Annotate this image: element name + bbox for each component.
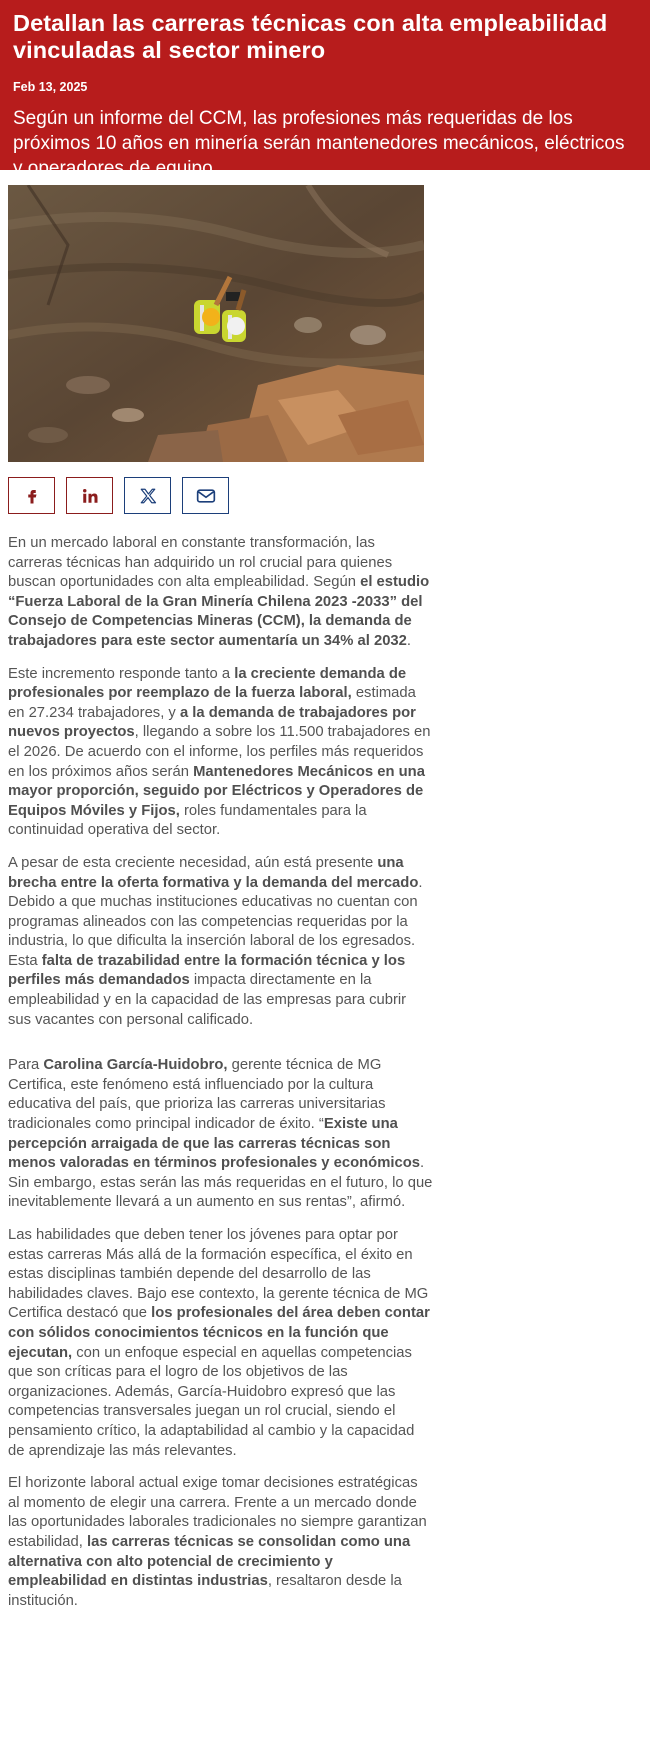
text-run: . Sin embargo, estas serán las más requeridas en el futuro, lo que inevitablemente llevará a un aumento en sus rentas”, afirmó. xyxy=(8,1155,433,1211)
article-subtitle: Según un informe del CCM, las profesiones más requeridas de los próximos 10 años en minería serán mantenedores mecánicos, eléctricos y operadores de equipo. xyxy=(13,108,625,179)
article-paragraph xyxy=(8,1226,433,1461)
bold-text: los profesionales del área deben contar con sólidos conocimientos técnicos en la función que ejecutan, xyxy=(8,1305,430,1361)
article-paragraph xyxy=(8,665,433,841)
x-icon xyxy=(139,487,157,505)
bold-text: una brecha entre la oferta formativa y la demanda del mercado xyxy=(8,854,419,891)
share-bar xyxy=(8,477,433,514)
text-run: con un enfoque especial en aquellas competencias que son críticas para el logro de los objetivos de las organizaciones. Además, García-Huidobro expresó que las competencias transversales juegan un rol crucial, siendo el pensamiento crítico, la adaptabilidad al cambio y la capacidad de aprendizaje las más relevantes. xyxy=(8,1344,415,1459)
text-run: . xyxy=(406,632,412,649)
text-run: Este incremento responde tanto a xyxy=(8,665,235,682)
share-email-button[interactable] xyxy=(182,477,229,514)
bold-text: las carreras técnicas se consolidan como una alternativa con alto potencial de crecimiento y empleabilidad en distintas industrias xyxy=(8,1533,411,1590)
publish-date: Feb 13, 2025 xyxy=(13,80,88,94)
article-content xyxy=(8,185,433,1611)
text-run: , resaltaron desde la institución. xyxy=(8,1573,402,1609)
share-x-button[interactable] xyxy=(124,477,171,514)
bold-text: Mantenedores Mecánicos en una mayor proporción, seguido por Eléctricos y Operadores de Equipos Móviles y Fijos, xyxy=(8,763,425,819)
text-run: impacta directamente en la empleabilidad y en la capacidad de las empresas para cubrir sus vacantes con personal calificado. xyxy=(8,972,407,1028)
text-run: estimada en 27.234 trabajadores, y xyxy=(8,685,416,721)
bold-text: a la demanda de trabajadores por nuevos proyectos xyxy=(8,704,416,741)
article-body xyxy=(8,534,433,1611)
bold-text: falta de trazabilidad entre la formación técnica y los perfiles más demandados xyxy=(8,952,406,989)
text-run: gerente técnica de MG Certifica, este fenómeno está influenciado por la cultura educativa del país, que prioriza las carreras universitarias tradicionales como principal indicador de éxito. “ xyxy=(8,1057,386,1133)
text-run: En un mercado laboral en constante transformación, las carreras técnicas han adquirido un rol crucial para quienes buscan oportunidades con alta empleabilidad. Según xyxy=(8,535,393,591)
article-header xyxy=(0,0,650,179)
text-run: A pesar de esta creciente necesidad, aún está presente xyxy=(8,854,378,871)
article-paragraph xyxy=(8,1474,433,1611)
linkedin-icon xyxy=(81,487,99,505)
text-run: . Debido a que muchas instituciones educativas no cuentan con programas alineados con las competencias requeridas por la industria, lo que dificulta la inserción laboral de los egresados. Esta xyxy=(8,874,423,969)
bold-text: la creciente demanda de profesionales por reemplazo de la fuerza laboral, xyxy=(8,665,407,702)
photo-illustration xyxy=(8,185,424,462)
share-facebook-button[interactable] xyxy=(8,477,55,514)
text-run: roles fundamentales para la continuidad operativa del sector. xyxy=(8,802,367,839)
mining-workers-photo xyxy=(8,185,424,462)
bold-text: Existe una percepción arraigada de que las carreras técnicas son menos valoradas en términos profesionales y económicos xyxy=(8,1116,420,1172)
text-run: , llegando a sobre los 11.500 trabajadores en el 2026. De acuerdo con el informe, los perfiles más requeridos en los próximos años serán xyxy=(8,724,431,780)
text-run: El horizonte laboral actual exige tomar decisiones estratégicas al momento de elegir una carrera. Frente a un mercado donde las oportunidades laborales tradicionales no siempre garantizan estabilidad, xyxy=(8,1475,427,1550)
article-paragraph xyxy=(8,854,433,1030)
bold-text: Carolina García-Huidobro, xyxy=(43,1057,228,1074)
text-run: Para xyxy=(8,1057,44,1074)
text-run: Las habilidades que deben tener los jóvenes para optar por estas carreras Más allá de la formación específica, el éxito en estas disciplinas también depende del desarrollo de las habilidades claves. Bajo ese contexto, la gerente técnica de MG Certifica destacó que xyxy=(8,1227,429,1322)
bold-text: el estudio “Fuerza Laboral de la Gran Minería Chilena 2023 -2033” del Consejo de Competencias Mineras (CCM), la demanda de trabajadores para este sector aumentaría un 34% al 2032 xyxy=(8,574,430,649)
share-linkedin-button[interactable] xyxy=(66,477,113,514)
article-paragraph xyxy=(8,1056,433,1213)
email-icon xyxy=(196,487,216,505)
article-paragraph xyxy=(8,534,433,652)
article-title: Detallan las carreras técnicas con alta empleabilidad vinculadas al sector minero xyxy=(13,10,608,63)
facebook-icon xyxy=(23,487,41,505)
